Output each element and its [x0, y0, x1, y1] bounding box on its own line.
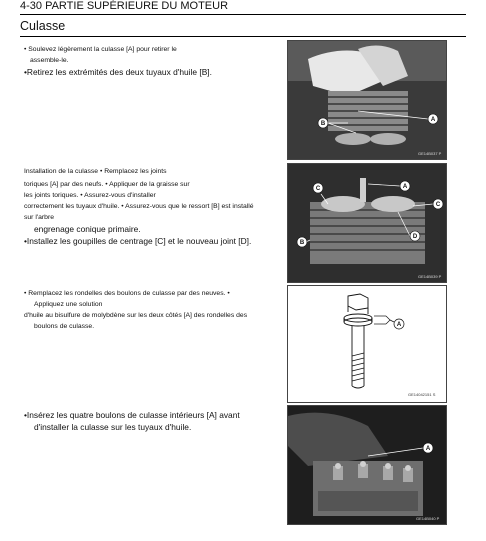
figure-1-cylinder-head-removal: [287, 40, 447, 160]
instruction-line: •Insérez les quatre boulons de culasse intérieurs [A] avant: [24, 410, 240, 420]
figure-2-cylinder-installation: [287, 163, 447, 283]
callout-label: C: [315, 186, 321, 193]
instruction-line: •Retirez les extrémités des deux tuyaux d'huile [B].: [24, 67, 212, 77]
figure-caption: GE14B037 P: [418, 151, 442, 156]
instruction-line: •Installez les goupilles de centrage [C] et le nouveau joint [D].: [24, 236, 252, 246]
figure-caption: GE14042151 S: [408, 392, 436, 397]
section-title: 4-30 PARTIE SUPÉRIEURE DU MOTEUR: [20, 0, 229, 12]
instruction-block-4: [24, 409, 286, 433]
title-rule: [20, 36, 466, 37]
callout-label: D: [412, 234, 418, 241]
instruction-line: toriques [A] par des neufs. • Appliquer de la graisse sur: [24, 181, 190, 188]
instruction-line: Appliquez une solution: [34, 301, 103, 308]
figure-4-inner-bolts: [287, 405, 447, 525]
instruction-line: d'huile au bisulfure de molybdène sur les deux côtés [A] des rondelles des: [24, 312, 248, 319]
instruction-line: d'installer la culasse sur les tuyaux d'huile.: [34, 422, 192, 432]
instruction-line: • Remplacez les rondelles des boulons de culasse par des neuves. •: [24, 290, 230, 297]
instruction-line: assemble-le.: [30, 57, 69, 64]
instruction-block-1: [24, 44, 279, 78]
instruction-line: engrenage conique primaire.: [34, 224, 141, 234]
callout-label: A: [425, 446, 431, 453]
callout-label: A: [402, 184, 408, 191]
instruction-line: boulons de culasse.: [34, 323, 95, 330]
callout-label: B: [299, 240, 305, 247]
callout-label: B: [320, 121, 326, 128]
instruction-line: • Soulevez légèrement la culasse [A] pour retirer le: [24, 46, 177, 53]
callout-label: A: [396, 322, 402, 329]
figure-caption: GE14B039 P: [418, 274, 442, 279]
instruction-line: les joints toriques. • Assurez-vous d'installer: [24, 192, 156, 199]
instruction-line: Installation de la culasse • Remplacez les joints: [24, 168, 167, 175]
page-header: [20, 0, 466, 37]
page-title: Culasse: [20, 19, 66, 33]
instruction-block-2: [24, 166, 286, 247]
instruction-block-3: [24, 288, 284, 332]
callout-label: C: [435, 202, 441, 209]
callout-label: A: [430, 117, 436, 124]
figure-caption: GE14B040 P: [416, 516, 440, 521]
instruction-line: sur l'arbre: [24, 214, 55, 221]
instruction-line: correctement les tuyaux d'huile. • Assurez-vous que le ressort [B] est installé: [24, 203, 254, 210]
header-rule: [20, 14, 466, 15]
figure-3-bolt-washer-diagram: [287, 285, 447, 403]
